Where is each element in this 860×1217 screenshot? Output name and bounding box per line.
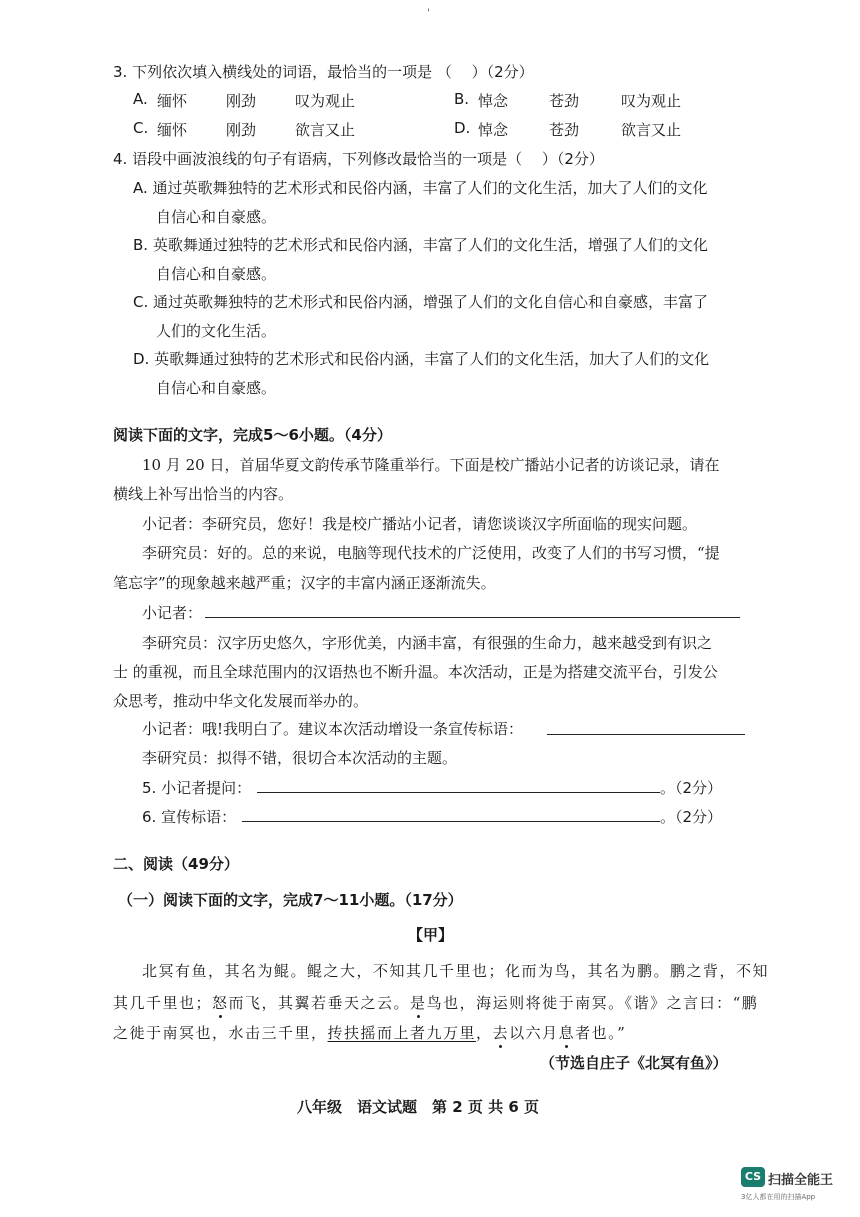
q3-option-d-letter: D. [454, 119, 471, 137]
dotted-char-shi: 是 [410, 994, 427, 1012]
q4-option-a-cont: 自信心和自豪感。 [156, 208, 277, 226]
q4-option-b: B. 英歌舞通过独特的艺术形式和民俗内涵，丰富了人们的文化生活，增强了人们的文化 [133, 236, 708, 254]
q3-option-a-word2: 刚劲 [226, 92, 257, 110]
passage-line-3-part1: 之徙于南冥也，水击三千里， [113, 1024, 328, 1042]
passage-line-2 [113, 992, 758, 1013]
answer-6-blank[interactable] [242, 821, 660, 822]
scanner-tagline: 3亿人都在用的扫描App [741, 1193, 816, 1201]
q3-option-a-letter: A. [133, 90, 148, 108]
dotted-char-qu: 去 [492, 1024, 510, 1042]
part2-heading: 二、阅读（49分） [113, 855, 239, 873]
section56-intro-line2: 横线上补写出恰当的内容。 [113, 485, 294, 503]
q3-option-c-word1: 缅怀 [157, 121, 188, 139]
q3-option-a-word1: 缅怀 [157, 92, 188, 110]
q4-option-d-cont: 自信心和自豪感。 [156, 379, 277, 397]
dialogue-reporter-1: 小记者：李研究员，您好！我是校广播站小记者，请您谈谈汉字所面临的现实问题。 [142, 515, 698, 533]
dotted-char-nu: 怒 [212, 994, 229, 1012]
q3-stem: 3. 下列依次填入横线处的词语，最恰当的一项是 （ ）（2分） [113, 63, 534, 81]
dialogue-reporter-3: 小记者：哦!我明白了。建议本次活动增设一条宣传标语： [142, 720, 524, 738]
q4-option-d: D. 英歌舞通过独特的艺术形式和民俗内涵，丰富了人们的文化生活，加大了人们的文化 [133, 350, 710, 368]
passage-line-2-part2: 而飞，其翼若垂天之云。 [228, 994, 411, 1012]
answer-5-label: 5. 小记者提问： [142, 779, 252, 797]
dialogue-researcher-1-cont: 笔忘字”的现象越来越严重；汉字的丰富内涵正逐渐流失。 [113, 574, 496, 592]
passage-line-3-part3: 者也。” [575, 1024, 627, 1042]
q3-option-d-word3: 欲言又止 [621, 121, 682, 139]
slogan-blank-in-dialogue[interactable] [547, 734, 745, 735]
dialogue-researcher-2-line2: 士 的重视，而且全球范围内的汉语热也不断升温。本次活动，正是为搭建交流平台，引发公 [113, 663, 718, 681]
section56-intro-line1: 10 月 20 日，首届华夏文韵传承节隆重举行。下面是校广播站小记者的访谈记录，请在 [142, 456, 720, 474]
q3-option-b-word3: 叹为观止 [621, 92, 682, 110]
q4-option-c: C. 通过英歌舞独特的艺术形式和民俗内涵，增强了人们的文化自信心和自豪感，丰富了 [133, 293, 709, 311]
answer-6-points: 。（2分） [660, 808, 723, 826]
underlined-sentence: 抟扶摇而上者九万里 [327, 1024, 477, 1042]
q3-option-b-word2: 苍劲 [549, 92, 580, 110]
q4-stem: 4. 语段中画波浪线的句子有语病，下列修改最恰当的一项是（ ）（2分） [113, 150, 604, 168]
part2-subheading: （一）阅读下面的文字，完成7～11小题。（17分） [118, 891, 463, 909]
passage-line-2-part3: 鸟也，海运则将徙于南冥。《谐》之言曰：“鹏 [426, 994, 759, 1012]
dotted-char-xi: 息 [558, 1024, 576, 1042]
q3-option-d-word2: 苍劲 [549, 121, 580, 139]
dialogue-researcher-1: 李研究员：好的。总的来说，电脑等现代技术的广泛使用，改变了人们的书写习惯，“提 [142, 544, 720, 562]
top-mark: ' [427, 8, 430, 19]
passage-line-3 [113, 1022, 626, 1043]
passage-line-3-comma: ， [476, 1024, 493, 1042]
q3-option-c-word3: 欲言又止 [295, 121, 356, 139]
passage-line-3-part2: 以六月 [509, 1024, 559, 1042]
answer-5-points: 。（2分） [660, 779, 723, 797]
scanner-app-name: 扫描全能王 [768, 1173, 834, 1188]
answer-6-label: 6. 宣传标语： [142, 808, 237, 826]
passage-line-2-part1: 其几千里也； [113, 994, 213, 1012]
q4-option-b-cont: 自信心和自豪感。 [156, 265, 277, 283]
dialogue-researcher-2-line1: 李研究员：汉字历史悠久，字形优美，内涵丰富，有很强的生命力，越来越受到有识之 [142, 634, 713, 652]
passage-line-1-text: 北冥有鱼，其名为鲲。鲲之大，不知其几千里也；化而为鸟，其名为鹏。鹏之背，不知 [142, 962, 770, 980]
q3-option-b-letter: B. [454, 90, 470, 108]
dialogue-reporter-2: 小记者： [142, 604, 203, 622]
passage-source: （节选自庄子《北冥有鱼》） [540, 1054, 728, 1072]
dialogue-researcher-3: 李研究员：拟得不错，很切合本次活动的主题。 [142, 749, 458, 767]
q3-option-c-letter: C. [133, 119, 149, 137]
q3-option-d-word1: 悼念 [478, 121, 509, 139]
reporter-question-blank[interactable] [205, 617, 740, 618]
scanner-logo-icon: CS [741, 1167, 765, 1187]
passage-jia-label: 【甲】 [408, 926, 454, 944]
q3-option-a-word3: 叹为观止 [295, 92, 356, 110]
page-footer: 八年级 语文试题 第 2 页 共 6 页 [297, 1098, 539, 1116]
section56-heading: 阅读下面的文字，完成5～6小题。（4分） [113, 426, 392, 444]
q3-option-c-word2: 刚劲 [226, 121, 257, 139]
answer-5-blank[interactable] [257, 792, 660, 793]
q4-option-a: A. 通过英歌舞独特的艺术形式和民俗内涵，丰富了人们的文化生活，加大了人们的文化 [133, 179, 708, 197]
dialogue-researcher-2-line3: 众思考，推动中华文化发展而举办的。 [113, 692, 369, 710]
q3-option-b-word1: 悼念 [478, 92, 509, 110]
passage-line-1 [142, 960, 769, 981]
q4-option-c-cont: 人们的文化生活。 [156, 322, 277, 340]
